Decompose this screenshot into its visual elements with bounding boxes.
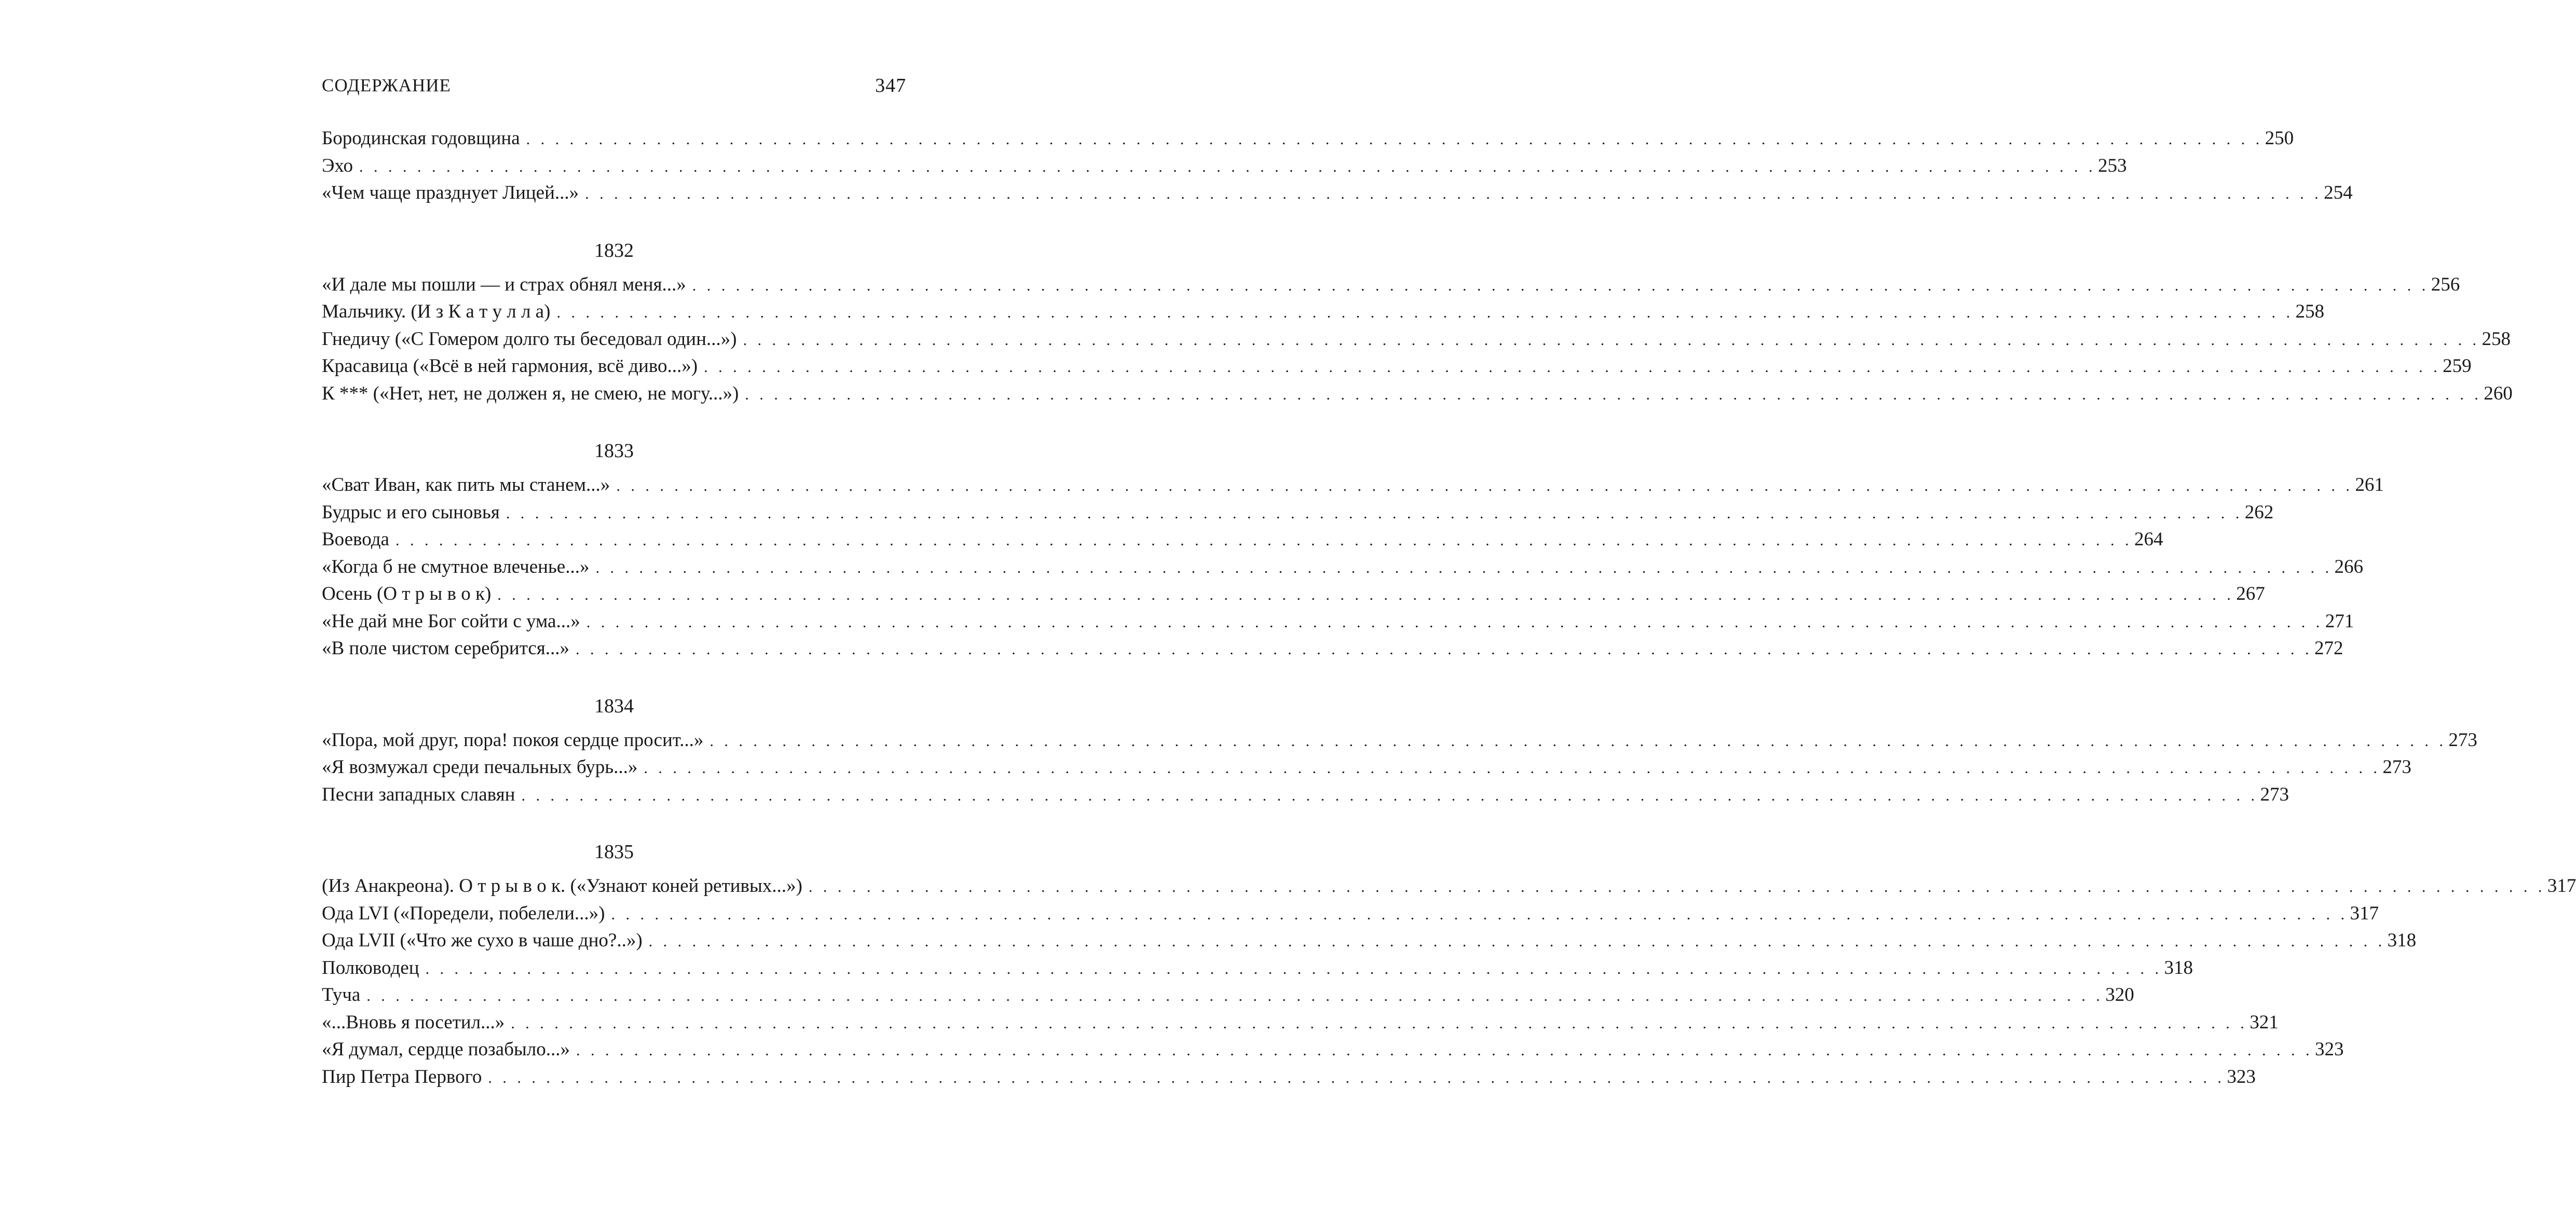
toc-entry xyxy=(322,727,2477,754)
toc-entry-title: «В поле чистом серебрится...» xyxy=(322,638,570,659)
dot-leader: . . . . . . . . . . . . . . . . . . . . . . . . . . . . . . . . . . . . . . . . . . . . . . . . . . . . . . . . . . . . . . . . . . . . . . . . . . . . . . . . . . . . . . . . . . . . . . . . . . . . . . . . . . . . . . . . . . . . . . . . xyxy=(611,905,2348,923)
dot-leader: . . . . . . . . . . . . . . . . . . . . . . . . . . . . . . . . . . . . . . . . . . . . . . . . . . . . . . . . . . . . . . . . . . . . . . . . . . . . . . . . . . . . . . . . . . . . . . . . . . . . . . . . . . . . . . . . . . . . . . . . xyxy=(595,559,2333,576)
toc-entry-title: Песни западных славян xyxy=(322,783,515,805)
toc-entry xyxy=(322,873,2576,900)
toc-entry-page: 261 xyxy=(2355,474,2384,495)
toc-entry-page: 260 xyxy=(2484,382,2513,404)
section-year: 1833 xyxy=(594,440,634,462)
toc-entry xyxy=(322,353,2472,380)
toc-entry-page: 273 xyxy=(2382,756,2411,778)
toc-entry-page: 317 xyxy=(2547,875,2576,897)
toc-entry xyxy=(322,153,2127,180)
running-head xyxy=(322,70,906,101)
toc-entry-page: 264 xyxy=(2134,529,2163,550)
toc-entry xyxy=(322,1009,2279,1037)
toc-entry-title: Полководец xyxy=(322,957,419,979)
dot-leader: . . . . . . . . . . . . . . . . . . . . . . . . . . . . . . . . . . . . . . . . . . . . . . . . . . . . . . . . . . . . . . . . . . . . . . . . . . . . . . . . . . . . . . . . . . . . . . . . . . . . . . . . . . . . . . . . . . . . . . . . xyxy=(359,158,2096,175)
dot-leader: . . . . . . . . . . . . . . . . . . . . . . . . . . . . . . . . . . . . . . . . . . . . . . . . . . . . . . . . . . . . . . . . . . . . . . . . . . . . . . . . . . . . . . . . . . . . . . . . . . . . . . . . . . . . . . . . . . . . . . . . xyxy=(425,960,2162,977)
dot-leader: . . . . . . . . . . . . . . . . . . . . . . . . . . . . . . . . . . . . . . . . . . . . . . . . . . . . . . . . . . . . . . . . . . . . . . . . . . . . . . . . . . . . . . . . . . . . . . . . . . . . . . . . . . . . . . . . . . . . . . . . xyxy=(704,359,2441,376)
toc-entry-page: 254 xyxy=(2324,182,2353,203)
toc-entry-page: 317 xyxy=(2350,902,2379,924)
dot-leader: . . . . . . . . . . . . . . . . . . . . . . . . . . . . . . . . . . . . . . . . . . . . . . . . . . . . . . . . . . . . . . . . . . . . . . . . . . . . . . . . . . . . . . . . . . . . . . . . . . . . . . . . . . . . . . . . . . . . . . . . xyxy=(745,385,2482,403)
toc-entry xyxy=(322,581,2265,608)
toc-entry-page: 320 xyxy=(2105,984,2134,1005)
toc-entry-title: Красавица («Всё в ней гармония, всё диво...») xyxy=(322,355,698,377)
dot-leader: . . . . . . . . . . . . . . . . . . . . . . . . . . . . . . . . . . . . . . . . . . . . . . . . . . . . . . . . . . . . . . . . . . . . . . . . . . . . . . . . . . . . . . . . . . . . . . . . . . . . . . . . . . . . . . . . . . . . . . . . xyxy=(366,987,2104,1004)
toc-entry-title: «Не дай мне Бог сойти с ума...» xyxy=(322,610,580,632)
dot-leader: . . . . . . . . . . . . . . . . . . . . . . . . . . . . . . . . . . . . . . . . . . . . . . . . . . . . . . . . . . . . . . . . . . . . . . . . . . . . . . . . . . . . . . . . . . . . . . . . . . . . . . . . . . . . . . . . . . . . . . . . xyxy=(808,878,2545,896)
toc-entry-page: 259 xyxy=(2443,355,2472,377)
dot-leader: . . . . . . . . . . . . . . . . . . . . . . . . . . . . . . . . . . . . . . . . . . . . . . . . . . . . . . . . . . . . . . . . . . . . . . . . . . . . . . . . . . . . . . . . . . . . . . . . . . . . . . . . . . . . . . . . . . . . . . . . xyxy=(556,304,2294,321)
toc-entry-page: 266 xyxy=(2334,556,2363,577)
dot-leader: . . . . . . . . . . . . . . . . . . . . . . . . . . . . . . . . . . . . . . . . . . . . . . . . . . . . . . . . . . . . . . . . . . . . . . . . . . . . . . . . . . . . . . . . . . . . . . . . . . . . . . . . . . . . . . . . . . . . . . . . xyxy=(576,1042,2313,1059)
dot-leader: . . . . . . . . . . . . . . . . . . . . . . . . . . . . . . . . . . . . . . . . . . . . . . . . . . . . . . . . . . . . . . . . . . . . . . . . . . . . . . . . . . . . . . . . . . . . . . . . . . . . . . . . . . . . . . . . . . . . . . . . xyxy=(488,1069,2225,1086)
dot-leader: . . . . . . . . . . . . . . . . . . . . . . . . . . . . . . . . . . . . . . . . . . . . . . . . . . . . . . . . . . . . . . . . . . . . . . . . . . . . . . . . . . . . . . . . . . . . . . . . . . . . . . . . . . . . . . . . . . . . . . . . xyxy=(497,586,2234,603)
toc-entry-page: 256 xyxy=(2431,273,2460,295)
toc-entry xyxy=(322,326,2511,353)
toc-entries xyxy=(322,125,2576,1091)
toc-entry xyxy=(322,608,2354,636)
dot-leader: . . . . . . . . . . . . . . . . . . . . . . . . . . . . . . . . . . . . . . . . . . . . . . . . . . . . . . . . . . . . . . . . . . . . . . . . . . . . . . . . . . . . . . . . . . . . . . . . . . . . . . . . . . . . . . . . . . . . . . . . xyxy=(526,131,2263,148)
toc-entry xyxy=(322,180,2353,207)
toc-entry-page: 321 xyxy=(2250,1011,2279,1033)
toc-entry-page: 258 xyxy=(2295,301,2324,322)
toc-entry-title: Эхо xyxy=(322,155,353,176)
toc-entry xyxy=(322,1064,2256,1091)
toc-entry xyxy=(322,125,2294,153)
toc-entry xyxy=(322,472,2384,499)
toc-entry xyxy=(322,1036,2344,1064)
dot-leader: . . . . . . . . . . . . . . . . . . . . . . . . . . . . . . . . . . . . . . . . . . . . . . . . . . . . . . . . . . . . . . . . . . . . . . . . . . . . . . . . . . . . . . . . . . . . . . . . . . . . . . . . . . . . . . . . . . . . . . . . xyxy=(616,477,2353,494)
section-year: 1835 xyxy=(594,841,634,863)
dot-leader: . . . . . . . . . . . . . . . . . . . . . . . . . . . . . . . . . . . . . . . . . . . . . . . . . . . . . . . . . . . . . . . . . . . . . . . . . . . . . . . . . . . . . . . . . . . . . . . . . . . . . . . . . . . . . . . . . . . . . . . . xyxy=(585,185,2322,202)
toc-entry-page: 273 xyxy=(2448,729,2477,751)
toc-entry-title: «...Вновь я посетил...» xyxy=(322,1011,505,1033)
section-year: 1832 xyxy=(594,239,634,261)
toc-entry-page: 258 xyxy=(2482,328,2511,350)
section-year: 1834 xyxy=(594,695,634,717)
toc-entry-title: Осень (О т р ы в о к) xyxy=(322,583,492,604)
toc-entry-title: Воевода xyxy=(322,529,389,550)
toc-entry-page: 262 xyxy=(2244,501,2274,523)
toc-entry-title: (Из Анакреона). О т р ы в о к. («Узнают коней ретивых...») xyxy=(322,875,802,897)
toc-entry-title: Туча xyxy=(322,984,361,1005)
dot-leader: . . . . . . . . . . . . . . . . . . . . . . . . . . . . . . . . . . . . . . . . . . . . . . . . . . . . . . . . . . . . . . . . . . . . . . . . . . . . . . . . . . . . . . . . . . . . . . . . . . . . . . . . . . . . . . . . . . . . . . . . xyxy=(506,504,2243,522)
toc-entry-title: «И дале мы пошли — и страх обнял меня...» xyxy=(322,273,686,295)
dot-leader: . . . . . . . . . . . . . . . . . . . . . . . . . . . . . . . . . . . . . . . . . . . . . . . . . . . . . . . . . . . . . . . . . . . . . . . . . . . . . . . . . . . . . . . . . . . . . . . . . . . . . . . . . . . . . . . . . . . . . . . . xyxy=(743,331,2480,349)
toc-entry-page: 253 xyxy=(2098,155,2127,176)
toc-entry-page: 273 xyxy=(2260,783,2289,805)
toc-entry-page: 271 xyxy=(2325,610,2354,632)
toc-entry-title: Ода LVII («Что же сухо в чаше дно?..») xyxy=(322,930,643,951)
toc-entry-title: Пир Петра Первого xyxy=(322,1066,482,1087)
running-head-title: СОДЕРЖАНИЕ xyxy=(322,75,451,95)
toc-entry xyxy=(322,554,2363,581)
toc-entry-title: «Когда б не смутное влеченье...» xyxy=(322,556,590,577)
toc-entry xyxy=(322,955,2193,982)
toc-entry-page: 272 xyxy=(2314,638,2343,659)
dot-leader: . . . . . . . . . . . . . . . . . . . . . . . . . . . . . . . . . . . . . . . . . . . . . . . . . . . . . . . . . . . . . . . . . . . . . . . . . . . . . . . . . . . . . . . . . . . . . . . . . . . . . . . . . . . . . . . . . . . . . . . . xyxy=(395,532,2132,549)
page-number: 347 xyxy=(875,75,906,97)
toc-entry-title: Гнедичу («С Гомером долго ты беседовал один...») xyxy=(322,328,737,350)
toc-entry-page: 323 xyxy=(2227,1066,2256,1087)
dot-leader: . . . . . . . . . . . . . . . . . . . . . . . . . . . . . . . . . . . . . . . . . . . . . . . . . . . . . . . . . . . . . . . . . . . . . . . . . . . . . . . . . . . . . . . . . . . . . . . . . . . . . . . . . . . . . . . . . . . . . . . . xyxy=(710,732,2447,750)
toc-entry-title: «Я думал, сердце позабыло...» xyxy=(322,1039,570,1060)
toc-entry-page: 318 xyxy=(2164,957,2193,979)
toc-entry xyxy=(322,526,2163,554)
toc-entry-title: Будрыс и его сыновья xyxy=(322,501,500,523)
toc-entry xyxy=(322,271,2460,299)
toc-entry-title: Бородинская годовщина xyxy=(322,128,520,149)
toc-entry-page: 323 xyxy=(2314,1039,2344,1060)
toc-entry-title: «Сват Иван, как пить мы станем...» xyxy=(322,474,610,495)
toc-entry-title: «Я возмужал среди печальных бурь...» xyxy=(322,756,638,778)
toc-entry xyxy=(322,900,2379,928)
dot-leader: . . . . . . . . . . . . . . . . . . . . . . . . . . . . . . . . . . . . . . . . . . . . . . . . . . . . . . . . . . . . . . . . . . . . . . . . . . . . . . . . . . . . . . . . . . . . . . . . . . . . . . . . . . . . . . . . . . . . . . . . xyxy=(586,613,2323,631)
dot-leader: . . . . . . . . . . . . . . . . . . . . . . . . . . . . . . . . . . . . . . . . . . . . . . . . . . . . . . . . . . . . . . . . . . . . . . . . . . . . . . . . . . . . . . . . . . . . . . . . . . . . . . . . . . . . . . . . . . . . . . . . xyxy=(576,641,2313,658)
toc-entry-title: «Чем чаще празднует Лицей...» xyxy=(322,182,579,203)
toc-entry-title: Мальчику. (И з К а т у л л а) xyxy=(322,301,551,322)
dot-leader: . . . . . . . . . . . . . . . . . . . . . . . . . . . . . . . . . . . . . . . . . . . . . . . . . . . . . . . . . . . . . . . . . . . . . . . . . . . . . . . . . . . . . . . . . . . . . . . . . . . . . . . . . . . . . . . . . . . . . . . . xyxy=(644,760,2381,777)
toc-entry-title: К *** («Нет, нет, не должен я, не смею, не могу...») xyxy=(322,382,739,404)
dot-leader: . . . . . . . . . . . . . . . . . . . . . . . . . . . . . . . . . . . . . . . . . . . . . . . . . . . . . . . . . . . . . . . . . . . . . . . . . . . . . . . . . . . . . . . . . . . . . . . . . . . . . . . . . . . . . . . . . . . . . . . . xyxy=(521,787,2258,804)
toc-entry-page: 267 xyxy=(2236,583,2265,604)
toc-entry xyxy=(322,781,2289,809)
toc-entry xyxy=(322,499,2274,527)
toc-entry-title: «Пора, мой друг, пора! покоя сердце просит...» xyxy=(322,729,704,751)
dot-leader: . . . . . . . . . . . . . . . . . . . . . . . . . . . . . . . . . . . . . . . . . . . . . . . . . . . . . . . . . . . . . . . . . . . . . . . . . . . . . . . . . . . . . . . . . . . . . . . . . . . . . . . . . . . . . . . . . . . . . . . . xyxy=(648,933,2386,950)
toc-entry-title: Ода LVI («Поредели, побелели...») xyxy=(322,902,605,924)
dot-leader: . . . . . . . . . . . . . . . . . . . . . . . . . . . . . . . . . . . . . . . . . . . . . . . . . . . . . . . . . . . . . . . . . . . . . . . . . . . . . . . . . . . . . . . . . . . . . . . . . . . . . . . . . . . . . . . . . . . . . . . . xyxy=(511,1014,2248,1032)
toc-entry xyxy=(322,298,2324,326)
toc-entry xyxy=(322,754,2411,781)
toc-entry xyxy=(322,982,2134,1009)
toc-entry-page: 318 xyxy=(2387,930,2417,951)
toc-entry xyxy=(322,635,2343,663)
toc-page xyxy=(322,70,2576,1091)
dot-leader: . . . . . . . . . . . . . . . . . . . . . . . . . . . . . . . . . . . . . . . . . . . . . . . . . . . . . . . . . . . . . . . . . . . . . . . . . . . . . . . . . . . . . . . . . . . . . . . . . . . . . . . . . . . . . . . . . . . . . . . . xyxy=(692,277,2429,294)
toc-entry-page: 250 xyxy=(2265,128,2294,149)
toc-entry xyxy=(322,380,2513,408)
toc-entry xyxy=(322,927,2417,955)
